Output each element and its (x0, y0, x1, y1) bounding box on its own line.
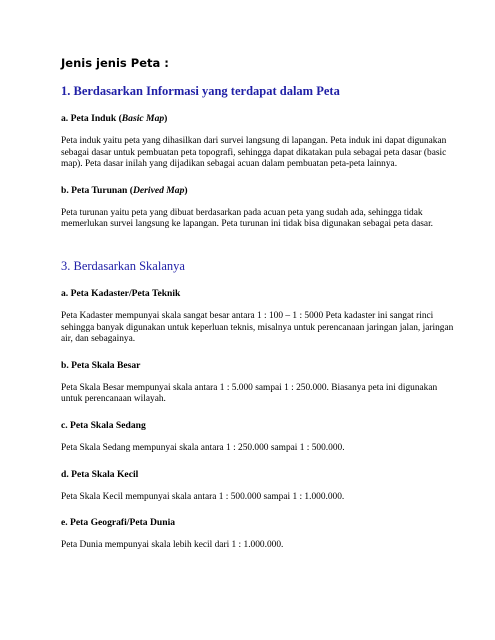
subheading-suffix: ) (184, 184, 188, 196)
paragraph-peta-skala-sedang: Peta Skala Sedang mempunyai skala antara 1 : 250.000 sampai 1 : 500.000. (61, 442, 345, 453)
paragraph-peta-turunan: Peta turunan yaitu peta yang dibuat berdasarkan pada acuan peta yang sudah ada, sehingga tidak memerlukan survei langsung ke lapangan. Peta turunan ini tidak bisa digunakan sebagai peta dasar. (61, 207, 434, 230)
subheading-peta-kadaster: a. Peta Kadaster/Peta Teknik (61, 287, 181, 299)
subheading-peta-skala-sedang: c. Peta Skala Sedang (61, 419, 146, 431)
subheading-peta-skala-besar: b. Peta Skala Besar (61, 359, 141, 371)
subheading-prefix: a. Peta Induk ( (61, 113, 122, 124)
paragraph-peta-kadaster: Peta Kadaster mempunyai skala sangat besar antara 1 : 100 – 1 : 5000 Peta kadaster ini sangat rinci sehingga banyak digunakan untuk keperluan teknis, misalnya untuk perencanaan jaringan jalan, jaringan air, dan sebagainya. (61, 310, 454, 345)
subheading-italic: Derived Map (132, 184, 185, 196)
subheading-peta-geografi: e. Peta Geografi/Peta Dunia (61, 517, 176, 529)
spacer (61, 245, 455, 259)
subheading-peta-skala-kecil: d. Peta Skala Kecil (61, 468, 139, 480)
subheading-italic: Basic Map (121, 113, 165, 124)
paragraph-peta-skala-kecil: Peta Skala Kecil mempunyai skala antara 1 : 500.000 sampai 1 : 1.000.000. (61, 491, 345, 502)
subheading-peta-turunan (61, 185, 455, 196)
section-1-heading: 1. Berdasarkan Informasi yang terdapat dalam Peta (61, 84, 340, 98)
subheading-prefix: b. Peta Turunan ( (61, 184, 133, 196)
paragraph-peta-geografi: Peta Dunia mempunyai skala lebih kecil dari 1 : 1.000.000. (61, 540, 284, 551)
subheading-peta-induk (61, 113, 455, 124)
subheading-suffix: ) (164, 113, 168, 124)
paragraph-peta-induk: Peta induk yaitu peta yang dihasilkan dari survei langsung di lapangan. Peta induk ini dapat digunakan sebagai dasar untuk pembuatan peta topografi, sehingga dapat dikatakan pula sebagai peta dasar (basic map). Peta dasar inilah yang dijadikan sebagai acuan dalam pembuatan peta-peta lainnya. (61, 136, 447, 170)
paragraph-peta-skala-besar: Peta Skala Besar mempunyai skala antara 1 : 5.000 sampai 1 : 250.000. Biasanya peta ini digunakan untuk perencanaan wilayah. (61, 382, 438, 405)
document-title: Jenis jenis Peta : (61, 56, 169, 70)
section-3-heading: 3. Berdasarkan Skalanya (61, 258, 185, 273)
